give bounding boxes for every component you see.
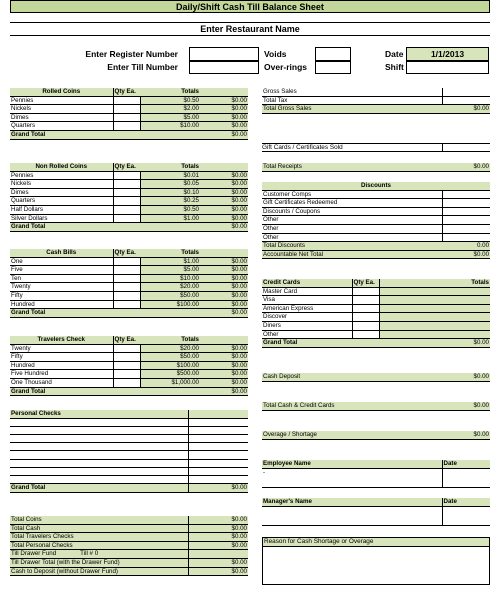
- qty-input[interactable]: [352, 296, 379, 305]
- date-label: Date: [385, 49, 404, 59]
- qty-input[interactable]: [113, 283, 140, 292]
- cash-bills-table: Cash Bills Qty Ea. Totals One $1.00 $0.00 Five $5.00 $0.00 Ten $10.00 $0.00 Twenty $20.00 $0.00 Fifty $50.00 $0.00 Hundred $100.00 $0.00 Grand Total $0.00: [11, 249, 247, 317]
- qty-input[interactable]: [113, 353, 140, 362]
- qty-input[interactable]: [113, 206, 140, 215]
- table-row: Hundred $100.00 $0.00: [11, 361, 247, 369]
- qty-input[interactable]: [113, 266, 140, 275]
- overage-value: $0.00: [442, 431, 490, 439]
- voids-label: Voids: [264, 49, 287, 59]
- discount-input[interactable]: [442, 190, 490, 199]
- employee-date-label: Date: [442, 460, 490, 468]
- register-label: Enter Register Number: [85, 49, 178, 59]
- sales-table: [262, 88, 490, 114]
- discounts-table: [262, 182, 490, 259]
- employee-name-label: Employee Name: [262, 460, 442, 468]
- reason-box[interactable]: [262, 537, 490, 585]
- qty-input[interactable]: [113, 257, 140, 266]
- sales-row: Total Gross Sales $0.00: [263, 105, 489, 113]
- table-row: Dimes $0.10 $0.00: [11, 188, 247, 196]
- employee-name-input[interactable]: -: [262, 468, 442, 487]
- qty-input[interactable]: [113, 274, 140, 283]
- gross-sales-input[interactable]: [442, 88, 490, 96]
- manager-table: [262, 498, 490, 526]
- qty-input[interactable]: [113, 122, 140, 131]
- qty-input[interactable]: [113, 180, 140, 189]
- date-input[interactable]: 1/1/2013: [406, 47, 489, 61]
- check-row[interactable]: [10, 418, 248, 426]
- table-row: Pennies $0.01 $0.00: [11, 171, 247, 179]
- rolled-coins-header: Rolled Coins: [10, 88, 113, 96]
- nonrolled-coins-table: Non Rolled Coins Qty Ea. Totals Pennies $0.01 $0.00 Nickels $0.05 $0.00 Dimes $0.10 $0.00 Quarters $0.25 $0.00 Half Dollars $0.50 $0.00 Silver Dollars $1.00 $0.00 Grand Total $0.00: [11, 163, 247, 231]
- total-discounts-row: Total Discounts 0.00: [263, 242, 490, 250]
- qty-input[interactable]: [113, 361, 140, 370]
- summary-row: Total Personal Checks $0.00: [11, 541, 247, 549]
- check-row[interactable]: [10, 451, 248, 459]
- grand-total-row: Grand Total $0.00: [11, 309, 247, 317]
- check-row[interactable]: [10, 467, 248, 475]
- table-row: Twenty $20.00 $0.00: [11, 344, 247, 352]
- overrings-input[interactable]: [315, 61, 351, 74]
- qty-input[interactable]: [113, 344, 140, 353]
- grand-total-row: Grand Total $0.00: [11, 484, 247, 492]
- receipts-table: [262, 163, 490, 172]
- employee-table: [262, 460, 490, 488]
- qty-input[interactable]: [352, 322, 379, 331]
- travelers-check-table: Travelers Check Qty Ea. Totals Twenty $20.00 $0.00 Fifty $50.00 $0.00 Hundred $100.00 $0.00 Five Hundred $500.00 $0.00 One Thousand $1,000.00 $0.00 Grand Total $0.00: [11, 336, 247, 395]
- card-row: Master Card: [262, 287, 490, 296]
- overage-table: [262, 431, 490, 440]
- cash-credit-label: Total Cash & Credit Cards: [262, 402, 442, 410]
- qty-input[interactable]: [113, 379, 140, 388]
- table-row: Silver Dollars $1.00 $0.00: [11, 214, 247, 222]
- summary-row: Total Cash $0.00: [11, 524, 247, 532]
- total-receipts-label: Total Receipts: [262, 163, 442, 171]
- tax-input[interactable]: [442, 96, 490, 105]
- qty-input[interactable]: [352, 313, 379, 322]
- qty-input[interactable]: [113, 113, 140, 122]
- table-row: Five Hundred $500.00 $0.00: [11, 370, 247, 378]
- qty-input[interactable]: [113, 96, 140, 105]
- discount-input[interactable]: [442, 225, 490, 234]
- check-row[interactable]: [10, 435, 248, 443]
- discount-row: Other: [262, 225, 490, 234]
- restaurant-name[interactable]: Enter Restaurant Name: [10, 22, 490, 36]
- grand-total-row: Grand Total $0.00: [263, 339, 489, 347]
- card-row: Diners: [262, 322, 490, 331]
- manager-name-label: Manager's Name: [262, 498, 442, 506]
- qty-input[interactable]: [113, 171, 140, 180]
- cash-credit-table: [262, 402, 490, 411]
- cash-deposit-table: [262, 373, 490, 382]
- travelers-header: Travelers Check: [10, 336, 113, 344]
- credit-cards-header: Credit Cards: [262, 279, 352, 287]
- table-row: Twenty $20.00 $0.00: [11, 283, 247, 291]
- discount-input[interactable]: [442, 207, 490, 216]
- qty-input[interactable]: [113, 214, 140, 223]
- cash-deposit-label: Cash Deposit: [262, 373, 442, 381]
- register-input[interactable]: [189, 47, 259, 61]
- shift-input[interactable]: [406, 61, 489, 74]
- table-row: Half Dollars $0.50 $0.00: [11, 206, 247, 214]
- card-row: Discover: [262, 313, 490, 322]
- qty-input[interactable]: [113, 188, 140, 197]
- check-row[interactable]: [10, 476, 248, 484]
- manager-date-label: Date: [442, 498, 490, 506]
- table-row: One Thousand $1,000.00 $0.00: [11, 379, 247, 387]
- qty-input[interactable]: [113, 370, 140, 379]
- table-row: Five $5.00 $0.00: [11, 266, 247, 274]
- summary-row: Till Drawer Total (with the Drawer Fund) $0.00: [11, 559, 247, 567]
- personal-checks-table: [10, 410, 248, 493]
- gift-cards-input[interactable]: [442, 144, 490, 152]
- qty-input[interactable]: [352, 287, 379, 296]
- nonrolled-header: Non Rolled Coins: [10, 163, 113, 171]
- sales-row: Gross Sales: [262, 88, 490, 96]
- table-row: Fifty $50.00 $0.00: [11, 353, 247, 361]
- discount-row: Customer Comps: [262, 190, 490, 199]
- personal-checks-header: Personal Checks: [10, 410, 188, 418]
- table-row: Dimes $5.00 $0.00: [11, 113, 247, 121]
- rolled-coins-table: [10, 88, 248, 140]
- qty-input[interactable]: [113, 105, 140, 114]
- qty-input[interactable]: [113, 292, 140, 301]
- reason-label: Reason for Cash Shortage or Overage: [263, 538, 489, 547]
- discount-input[interactable]: [442, 199, 490, 208]
- discount-input[interactable]: [442, 233, 490, 242]
- summary-row: Till Drawer Fund Till # 0: [10, 550, 248, 559]
- summary-row: Total Coins $0.00: [11, 516, 247, 524]
- discount-row: Other: [262, 233, 490, 242]
- qty-input[interactable]: [113, 197, 140, 206]
- qty-input[interactable]: [113, 300, 140, 309]
- card-row: Other: [262, 330, 490, 339]
- sales-row: Total Tax: [262, 96, 490, 105]
- check-row[interactable]: [10, 426, 248, 434]
- table-row: One $1.00 $0.00: [11, 257, 247, 265]
- table-row: Quarters $0.25 $0.00: [11, 197, 247, 205]
- summary-row: Total Travelers Checks $0.00: [11, 533, 247, 541]
- table-row: Quarters $10.00 $0.00: [11, 122, 247, 130]
- credit-cards-table: Credit Cards Qty Ea. Totals Master Card Visa American Express Discover Diners Other Grand Total $0.00: [263, 279, 489, 347]
- table-row: Nickels $2.00 $0.00: [11, 105, 247, 113]
- discounts-header: Discounts: [262, 182, 490, 190]
- voids-input[interactable]: [315, 47, 351, 61]
- net-total-row: Accountable Net Total $0.00: [263, 250, 490, 258]
- gift-cards-row: Gift Cards / Certificates Sold: [262, 143, 490, 152]
- qty-input[interactable]: [352, 304, 379, 313]
- employee-date-input[interactable]: [442, 468, 490, 487]
- cash-bills-header: Cash Bills: [10, 249, 113, 257]
- summary-table: [10, 516, 248, 576]
- summary-row: Cash to Deposit (without Drawer Fund) $0.00: [11, 567, 247, 575]
- discount-row: Other: [262, 216, 490, 225]
- shift-label: Shift: [385, 62, 404, 72]
- discount-input[interactable]: [442, 216, 490, 225]
- discount-row: Discounts / Coupons: [262, 207, 490, 216]
- cash-deposit-value: $0.00: [442, 373, 490, 381]
- sheet-title: Daily/Shift Cash Till Balance Sheet: [10, 0, 490, 13]
- manager-date-input[interactable]: [442, 506, 490, 525]
- card-row: Visa: [262, 296, 490, 305]
- table-row: Pennies $0.50 $0.00: [11, 96, 247, 104]
- qty-input[interactable]: [352, 330, 379, 339]
- table-row: Nickels $0.05 $0.00: [11, 180, 247, 188]
- totals-header: Totals: [140, 88, 200, 96]
- grand-total-row: Grand Total $0.00: [11, 131, 247, 139]
- total-receipts-value: $0.00: [442, 163, 490, 171]
- check-row[interactable]: [10, 443, 248, 451]
- table-row: Hundred $100.00 $0.00: [11, 300, 247, 308]
- table-row: Ten $10.00 $0.00: [11, 274, 247, 282]
- grand-total-row: Grand Total $0.00: [11, 387, 247, 395]
- cash-credit-value: $0.00: [442, 402, 490, 410]
- overrings-label: Over-rings: [264, 62, 307, 72]
- card-row: American Express: [262, 304, 490, 313]
- grand-total-row: Grand Total $0.00: [11, 223, 247, 231]
- qty-header: Qty Ea.: [113, 88, 140, 96]
- till-input[interactable]: [189, 61, 259, 74]
- overage-label: Overage / Shortage: [262, 431, 442, 439]
- check-row[interactable]: [10, 459, 248, 467]
- table-row: Fifty $50.00 $0.00: [11, 292, 247, 300]
- till-label: Enter Till Number: [107, 62, 178, 72]
- manager-name-input[interactable]: [262, 506, 442, 525]
- discount-row: Gift Certificates Redeemed: [262, 199, 490, 208]
